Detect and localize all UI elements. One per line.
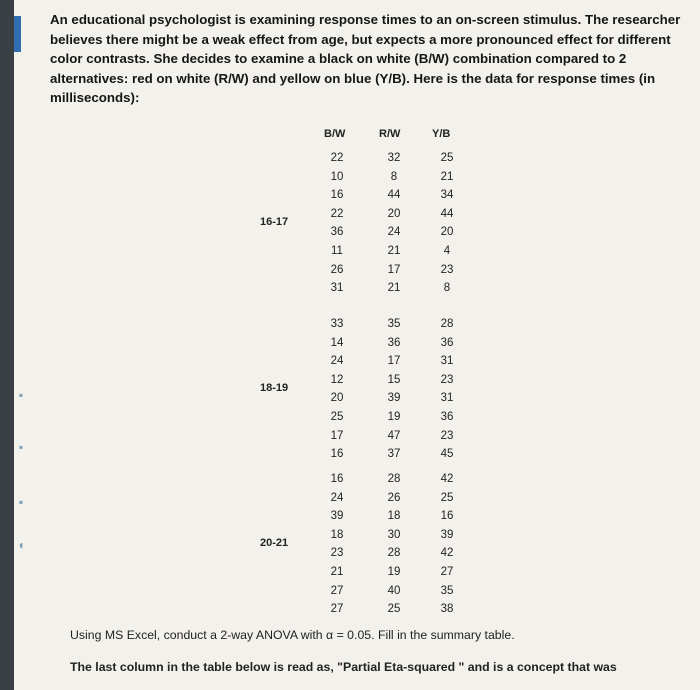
document-page	[14, 0, 700, 690]
table-cell: 38	[440, 603, 454, 616]
table-cell: 39	[330, 510, 344, 523]
table-cell: 33	[330, 318, 344, 330]
edge-icon: ▪	[18, 388, 24, 402]
table-cell: 45	[440, 448, 454, 461]
table-cell: 40	[387, 584, 401, 597]
age-group-label: 18-19	[260, 382, 289, 395]
table-cell: 28	[440, 318, 454, 330]
table-cell: 14	[330, 336, 344, 349]
table-cell: 17	[330, 429, 344, 442]
table-cell: 23	[330, 547, 344, 560]
table-cell: 4	[443, 245, 451, 257]
table-cell: 31	[330, 282, 344, 295]
table-cell: 27	[330, 603, 344, 616]
edge-icon: ▪	[18, 440, 24, 454]
table-cell: 16	[330, 473, 344, 485]
table-cell: 36	[330, 226, 344, 239]
table-cell: 25	[440, 152, 454, 164]
question-prompt	[50, 10, 700, 108]
table-cell: 24	[330, 355, 344, 368]
table-cell: 24	[387, 226, 401, 239]
column-header-rw: R/W	[379, 128, 401, 140]
table-cell: 16	[330, 189, 344, 202]
table-cell: 20	[440, 226, 454, 239]
table-cell: 20	[330, 392, 344, 405]
instruction-text: Using MS Excel, conduct a 2-way ANOVA with α = 0.05. Fill in the summary table.	[70, 628, 515, 642]
table-cell: 47	[387, 429, 401, 442]
age-group-label: 20-21	[260, 537, 289, 550]
column-header-bw: B/W	[324, 128, 346, 140]
table-note: The last column in the table below is read as, "Partial Eta-squared " and is a concept that was	[70, 660, 617, 674]
table-cell: 21	[330, 566, 344, 578]
table-cell: 23	[440, 263, 454, 276]
table-cell: 12	[330, 373, 344, 386]
prompt-line: alternatives: red on white (R/W) and yellow on blue (Y/B). Here is the data for response times (in	[50, 70, 656, 86]
table-cell: 44	[387, 189, 401, 202]
table-cell: 20	[387, 207, 401, 220]
table-cell: 8	[443, 282, 451, 295]
table-cell: 42	[440, 473, 454, 485]
table-cell: 42	[440, 547, 454, 560]
table-cell: 10	[330, 170, 344, 183]
table-cell: 26	[330, 263, 344, 276]
table-cell: 31	[440, 392, 454, 405]
age-group-label: 16-17	[260, 216, 289, 229]
prompt-line: milliseconds):	[50, 90, 140, 105]
table-cell: 25	[387, 603, 401, 616]
table-cell: 26	[387, 491, 401, 504]
table-cell: 36	[387, 336, 401, 349]
table-cell: 17	[387, 355, 401, 368]
table-cell: 22	[330, 152, 344, 164]
table-cell: 16	[330, 448, 344, 461]
table-cell: 30	[387, 528, 401, 541]
edge-icon: ▪	[18, 495, 24, 509]
prompt-line: An educational psychologist is examining response times to an on-screen stimulus. The researcher	[50, 12, 681, 27]
table-cell: 28	[387, 547, 401, 560]
table-cell: 25	[440, 491, 454, 504]
table-cell: 22	[330, 207, 344, 220]
table-cell: 39	[387, 392, 401, 405]
table-cell: 44	[440, 207, 454, 220]
table-cell: 19	[387, 566, 401, 578]
table-cell: 34	[440, 189, 454, 202]
table-cell: 27	[440, 566, 454, 578]
table-cell: 21	[387, 245, 401, 257]
table-cell: 15	[387, 373, 401, 386]
table-cell: 21	[440, 170, 454, 183]
table-cell: 19	[387, 411, 401, 423]
table-cell: 32	[387, 152, 401, 164]
table-cell: 23	[440, 429, 454, 442]
edge-icon: ◖	[17, 538, 25, 552]
table-cell: 31	[440, 355, 454, 368]
table-cell: 35	[387, 318, 401, 330]
column-header-yb: Y/B	[432, 128, 451, 140]
table-cell: 18	[387, 510, 401, 523]
table-cell: 39	[440, 528, 454, 541]
table-cell: 11	[331, 245, 343, 257]
table-cell: 24	[330, 491, 344, 504]
table-cell: 28	[387, 473, 401, 485]
table-cell: 16	[440, 510, 454, 523]
table-cell: 37	[387, 448, 401, 461]
table-cell: 36	[440, 411, 454, 423]
table-cell: 23	[440, 373, 454, 386]
prompt-line: believes there might be a weak effect from age, but expects a more pronounced effect for different	[50, 31, 671, 47]
table-cell: 17	[387, 263, 401, 276]
table-cell: 36	[440, 336, 454, 349]
table-cell: 21	[387, 282, 401, 295]
table-cell: 18	[330, 528, 344, 541]
table-cell: 8	[390, 170, 398, 183]
table-cell: 25	[330, 411, 344, 423]
prompt-line: color contrasts. She decides to examine a black on white (B/W) combination compared to 2	[50, 51, 627, 66]
table-cell: 35	[440, 584, 454, 597]
accent-bar	[14, 16, 21, 52]
table-cell: 27	[330, 584, 344, 597]
